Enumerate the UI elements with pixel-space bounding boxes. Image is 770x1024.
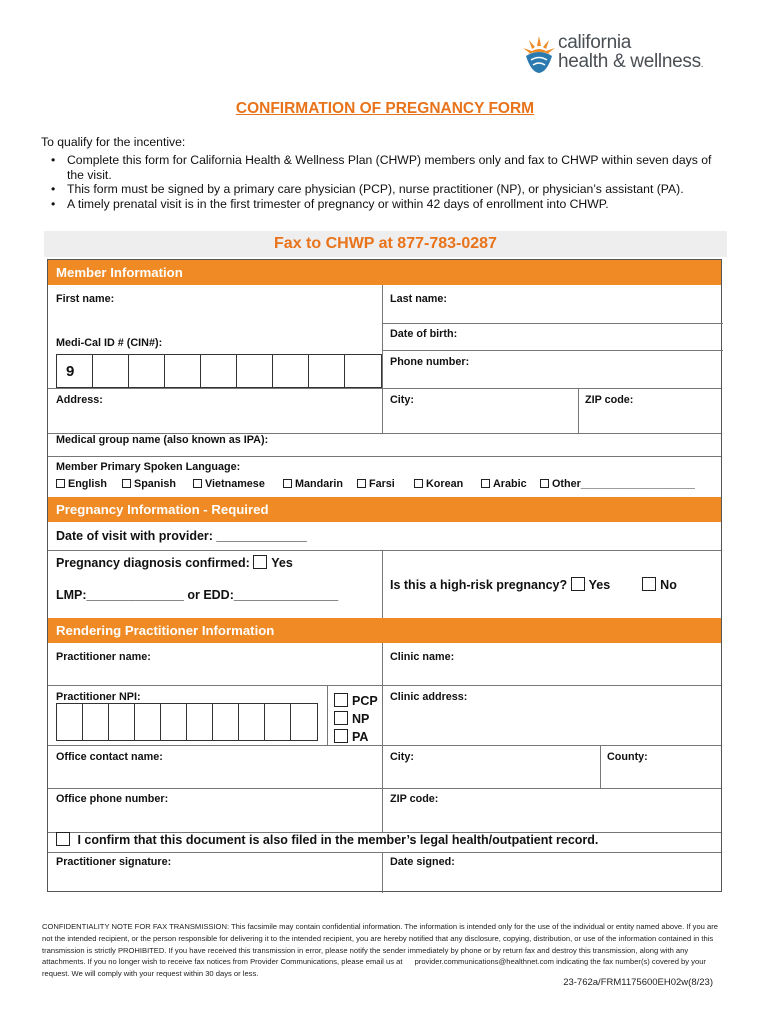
fax-number-text: Fax to CHWP at 877-783-0287 <box>274 235 497 252</box>
column-divider <box>600 745 601 788</box>
npi-box[interactable] <box>108 703 135 741</box>
npi-box[interactable] <box>264 703 291 741</box>
pa-checkbox[interactable] <box>334 729 348 743</box>
practitioner-zip-label: ZIP code: <box>390 793 439 805</box>
type-np[interactable] <box>334 711 369 726</box>
requirement-item: • Complete this form for California Health & Wellness Plan (CHWP) members only and fax to CHWP within seven days of the visit. <box>51 153 727 182</box>
office-contact-label: Office contact name: <box>56 751 163 763</box>
english-checkbox[interactable] <box>56 479 65 488</box>
column-divider <box>382 852 383 893</box>
language-option-label: Vietnamese <box>205 478 265 490</box>
vietnamese-checkbox[interactable] <box>193 479 202 488</box>
sun-logo-icon <box>522 34 556 74</box>
id-box[interactable] <box>128 354 165 388</box>
county-label: County: <box>607 751 648 763</box>
row-divider <box>382 323 723 324</box>
practitioner-name-label: Practitioner name: <box>56 651 151 663</box>
npi-box[interactable] <box>134 703 161 741</box>
korean-checkbox[interactable] <box>414 479 423 488</box>
language-option-label: Farsi <box>369 478 395 490</box>
language-korean[interactable] <box>414 478 463 490</box>
farsi-checkbox[interactable] <box>357 479 366 488</box>
type-label: PA <box>352 730 369 744</box>
provider-email: provider.communications@healthnet.com <box>414 957 554 967</box>
type-pa[interactable] <box>334 729 368 744</box>
first-name-label: First name: <box>56 293 115 305</box>
row-divider <box>382 350 723 351</box>
confidentiality-tail: indicating the fax number(s) covered by your request. We will comply with your request within 30 days or less. <box>42 957 706 979</box>
npi-box[interactable] <box>186 703 213 741</box>
id-box[interactable] <box>164 354 201 388</box>
phone-label: Phone number: <box>390 356 470 368</box>
mandarin-checkbox[interactable] <box>283 479 292 488</box>
row-divider <box>48 745 721 746</box>
logo-line-1: california <box>558 32 632 53</box>
fax-banner <box>44 231 727 257</box>
high-risk-label: Is this a high-risk pregnancy? <box>390 578 568 592</box>
npi-box[interactable] <box>212 703 239 741</box>
logo-mark-text: . <box>700 59 704 70</box>
requirement-item: • This form must be signed by a primary care physician (PCP), nurse practitioner (NP), or physician’s assistant (PA). <box>51 182 727 197</box>
id-box[interactable] <box>236 354 273 388</box>
high-risk-no-label: No <box>660 578 677 592</box>
requirement-item: • A timely prenatal visit is in the first trimester of pregnancy or within 42 days of enrollment into CHWP. <box>51 197 727 212</box>
row-divider <box>48 388 721 389</box>
date-signed-label: Date signed: <box>390 856 455 868</box>
diagnosis-yes-label: Yes <box>271 556 293 570</box>
clinic-address-label: Clinic address: <box>390 691 468 703</box>
intro-text: To qualify for the incentive: <box>41 135 186 149</box>
language-spanish[interactable] <box>122 478 176 490</box>
pregnancy-form <box>47 259 722 892</box>
form-code: 23-762a/FRM1175600EH02w(8/23) <box>563 977 713 988</box>
language-option-label: Arabic <box>493 478 527 490</box>
language-other[interactable] <box>540 478 695 490</box>
column-divider <box>382 550 383 618</box>
id-prefix-digit: 9 <box>66 363 75 380</box>
high-risk-yes-checkbox[interactable] <box>571 577 585 591</box>
other-checkbox[interactable] <box>540 479 549 488</box>
language-vietnamese[interactable] <box>193 478 265 490</box>
confirm-text: I confirm that this document is also filed in the member’s legal health/outpatient record. <box>77 833 599 847</box>
language-option-label: Other___________________ <box>552 478 695 490</box>
language-mandarin[interactable] <box>283 478 343 490</box>
id-box[interactable] <box>92 354 129 388</box>
id-box[interactable] <box>272 354 309 388</box>
visit-date-field[interactable]: Date of visit with provider: _____________ <box>56 529 307 543</box>
type-label: PCP <box>352 694 378 708</box>
high-risk-yes-label: Yes <box>588 578 611 592</box>
row-divider <box>48 550 721 551</box>
id-box[interactable] <box>308 354 345 388</box>
id-box[interactable] <box>56 354 93 388</box>
row-divider <box>48 456 721 457</box>
language-label: Member Primary Spoken Language: <box>56 461 241 473</box>
type-label: NP <box>352 712 370 726</box>
signature-label: Practitioner signature: <box>56 856 172 868</box>
npi-box[interactable] <box>238 703 265 741</box>
language-arabic[interactable] <box>481 478 527 490</box>
form-title: CONFIRMATION OF PREGNANCY FORM <box>235 100 535 117</box>
npi-box[interactable] <box>160 703 187 741</box>
diagnosis-label: Pregnancy diagnosis confirmed: <box>56 556 250 570</box>
arabic-checkbox[interactable] <box>481 479 490 488</box>
city-label: City: <box>390 394 414 406</box>
column-divider <box>382 285 383 433</box>
confidentiality-text: CONFIDENTIALITY NOTE FOR FAX TRANSMISSION: This facsimile may contain confidential information. The information is intended only for the use of the individual or entity named above. If you are not the intended recipient, or the person responsible for delivering it to the intended recipient, you are hereby notified that any disclosure, copying, distribution, or use of the information contained in this transmission is strictly PROHIBITED. If you have received this transmission in error, please notify the sender immediately by phone or by return fax and destroy this transmission, along with any attachments. If you no longer wish to receive fax notices from Provider Communications, please email us at <box>42 922 718 967</box>
row-divider <box>48 788 721 789</box>
diagnosis-yes-checkbox[interactable] <box>253 555 267 569</box>
office-phone-label: Office phone number: <box>56 793 169 805</box>
medical-id-label: Medi-Cal ID # (CIN#): <box>56 337 163 349</box>
npi-label: Practitioner NPI: <box>56 691 141 703</box>
pcp-checkbox[interactable] <box>334 693 348 707</box>
logo-line-2 <box>558 51 703 73</box>
requirements-list <box>51 153 727 212</box>
practitioner-city-label: City: <box>390 751 414 763</box>
ipa-label: Medical group name (also known as IPA): <box>56 434 269 446</box>
column-divider <box>382 643 383 832</box>
id-box[interactable] <box>344 354 382 388</box>
npi-box[interactable] <box>82 703 109 741</box>
np-checkbox[interactable] <box>334 711 348 725</box>
type-pcp[interactable] <box>334 693 378 708</box>
section-header-member: Member Information <box>48 260 721 285</box>
lmp-edd-field[interactable]: LMP:______________ or EDD:_______________ <box>56 588 339 602</box>
high-risk-no-checkbox[interactable] <box>642 577 656 591</box>
dob-label: Date of birth: <box>390 328 458 340</box>
high-risk-question <box>390 577 677 592</box>
npi-box[interactable] <box>290 703 318 741</box>
section-header-pregnancy: Pregnancy Information - Required <box>48 497 721 522</box>
chwp-logo <box>522 34 712 74</box>
language-option-label: Spanish <box>134 478 176 490</box>
npi-box[interactable] <box>56 703 83 741</box>
clinic-name-label: Clinic name: <box>390 651 455 663</box>
confirm-checkbox[interactable] <box>56 832 70 846</box>
confidentiality-note <box>42 921 722 980</box>
logo-line-2-text: health & wellness <box>558 51 701 72</box>
language-option-label: English <box>68 478 107 490</box>
zip-label: ZIP code: <box>585 394 634 406</box>
row-divider <box>48 852 721 853</box>
record-confirmation <box>56 832 598 847</box>
language-option-label: Korean <box>426 478 464 490</box>
diagnosis-confirmed <box>56 555 293 570</box>
column-divider <box>578 388 579 433</box>
row-divider <box>48 685 721 686</box>
address-label: Address: <box>56 394 103 406</box>
language-english[interactable] <box>56 478 107 490</box>
language-farsi[interactable] <box>357 478 395 490</box>
id-box[interactable] <box>200 354 237 388</box>
spanish-checkbox[interactable] <box>122 479 131 488</box>
section-header-practitioner: Rendering Practitioner Information <box>48 618 721 643</box>
last-name-label: Last name: <box>390 293 447 305</box>
column-divider <box>327 685 328 745</box>
language-option-label: Mandarin <box>295 478 343 490</box>
